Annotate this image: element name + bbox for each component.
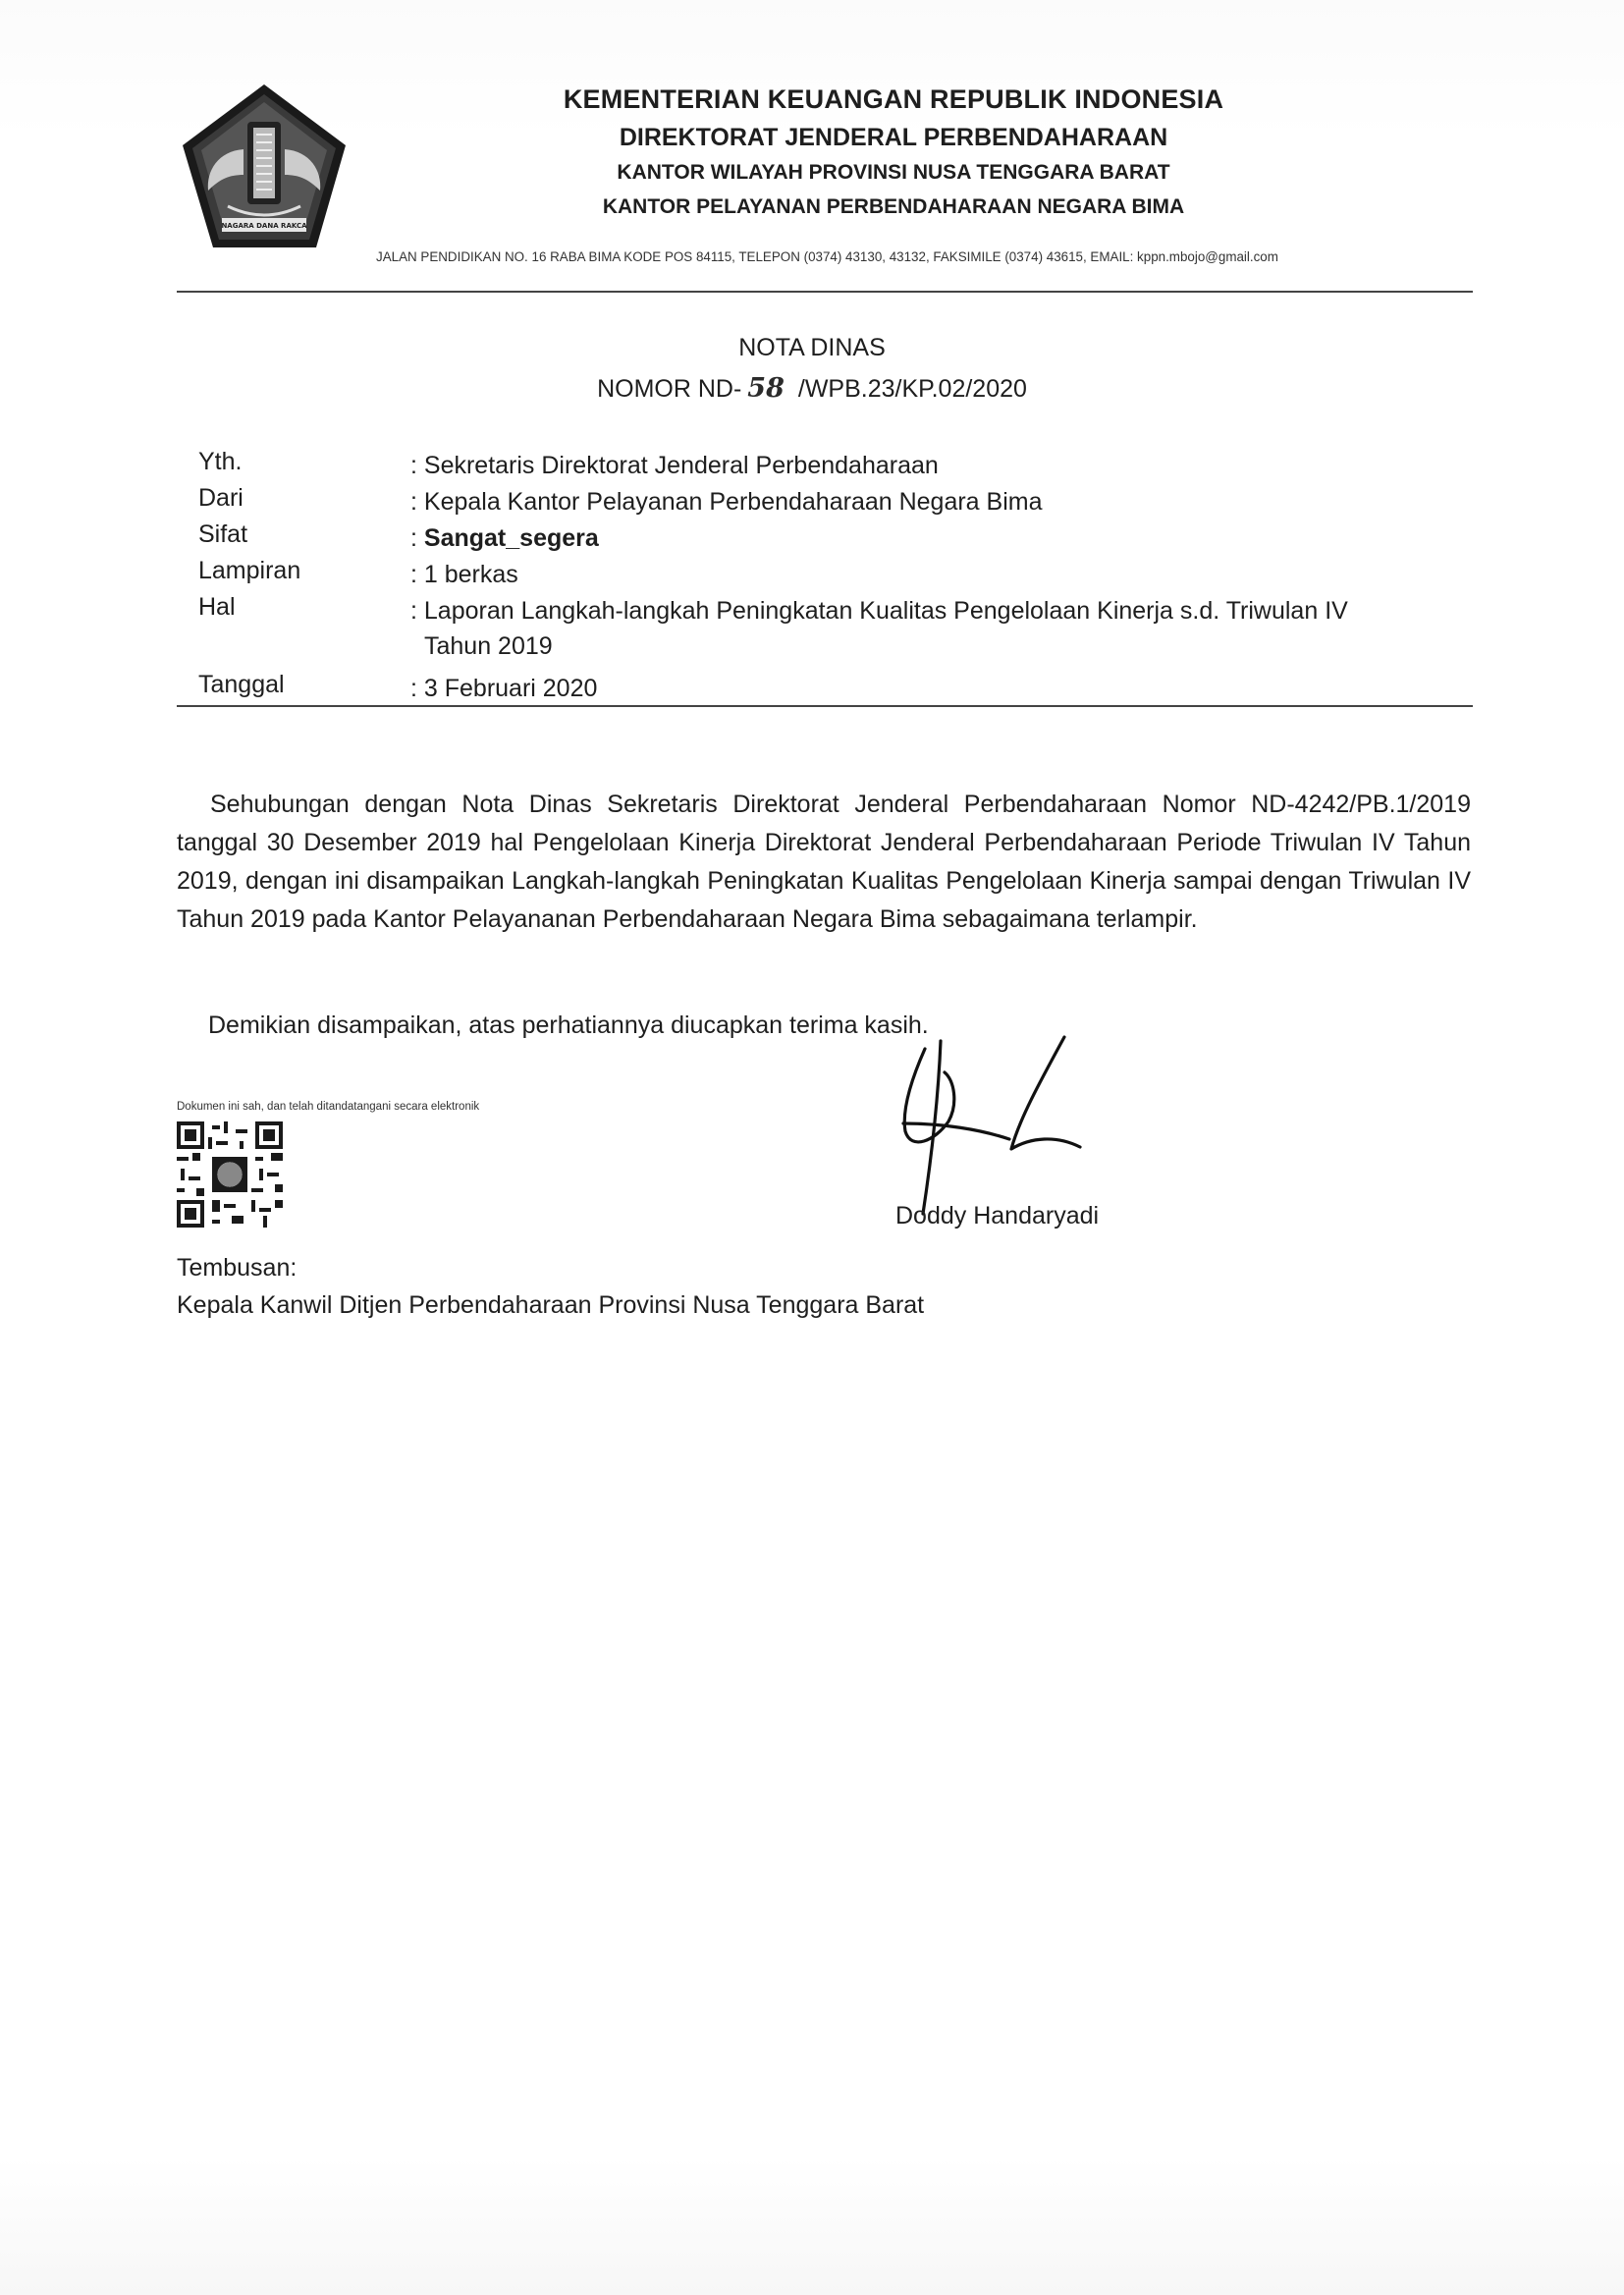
meta-label: Hal xyxy=(198,593,236,621)
number-suffix: /WPB.23/KP.02/2020 xyxy=(797,375,1027,403)
closing-sentence: Demikian disampaikan, atas perhatiannya diucapkan terima kasih. xyxy=(208,1011,929,1039)
esign-note: Dokumen ini sah, dan telah ditandatangani secara elektronik xyxy=(177,1101,480,1113)
office-name: KANTOR PELAYANAN PERBENDAHARAAN NEGARA BIMA xyxy=(602,195,1185,218)
regional-office-name: KANTOR WILAYAH PROVINSI NUSA TENGGARA BARAT xyxy=(617,161,1170,184)
ministry-name: KEMENTERIAN KEUANGAN REPUBLIK INDONESIA xyxy=(563,84,1224,114)
meta-value xyxy=(410,593,1471,664)
meta-label: Sifat xyxy=(198,520,248,548)
qr-code xyxy=(177,1121,283,1228)
document-number xyxy=(0,373,1624,404)
meta-label: Dari xyxy=(198,484,244,512)
subject-line2: Tahun 2019 xyxy=(424,632,553,660)
meta-label: Lampiran xyxy=(198,557,301,584)
meta-value: : Kepala Kantor Pelayanan Perbendaharaan Negara Bima xyxy=(410,488,1043,516)
document-title: NOTA DINAS xyxy=(738,334,886,361)
cc-item: Kepala Kanwil Ditjen Perbendaharaan Provinsi Nusa Tenggara Barat xyxy=(177,1291,925,1319)
body-paragraph: Sehubungan dengan Nota Dinas Sekretaris Direktorat Jenderal Perbendaharaan Nomor ND-4242/PB.1/2019 tanggal 30 Desember 2019 hal Pengelolaan Kinerja Direktorat Jenderal Perbendaharaan Periode Triwulan IV Tahun 2019, dengan ini disampaikan Langkah-langkah Peningkatan Kualitas Pengelolaan Kinerja sampai dengan Triwulan IV Tahun 2019 pada Kantor Pelayananan Perbendaharaan Negara Bima sebagaimana terlampir. xyxy=(177,791,1471,933)
svg-text:NAGARA DANA RAKCA: NAGARA DANA RAKCA xyxy=(221,222,307,230)
meta-colon: : xyxy=(410,524,424,552)
meta-value: : 3 Februari 2020 xyxy=(410,675,598,702)
subject-line1: : Laporan Langkah-langkah Peningkatan Kualitas Pengelolaan Kinerja s.d. Triwulan IV xyxy=(410,597,1348,625)
meta-label: Tanggal xyxy=(198,671,285,698)
meta-value: : 1 berkas xyxy=(410,561,518,588)
letterhead-divider xyxy=(177,291,1473,293)
directorate-name: DIREKTORAT JENDERAL PERBENDAHARAAN xyxy=(619,124,1168,151)
ministry-logo xyxy=(179,81,351,257)
meta-label: Yth. xyxy=(198,448,243,475)
handwritten-signature xyxy=(884,1021,1119,1218)
meta-value xyxy=(410,520,1471,556)
signer-name: Doddy Handaryadi xyxy=(895,1202,1100,1229)
cc-label: Tembusan: xyxy=(177,1254,298,1282)
handwritten-number: 58 xyxy=(747,373,785,404)
number-prefix: NOMOR ND- xyxy=(597,375,742,403)
priority-value: Sangat_segera xyxy=(423,524,599,552)
office-address: JALAN PENDIDIKAN NO. 16 RABA BIMA KODE POS 84115, TELEPON (0374) 43130, 43132, FAKSIMILE (0374) 43615, EMAIL: kppn.mbojo@gmail.com xyxy=(376,249,1278,264)
meta-divider xyxy=(177,705,1473,707)
meta-value: : Sekretaris Direktorat Jenderal Perbendaharaan xyxy=(410,452,939,479)
